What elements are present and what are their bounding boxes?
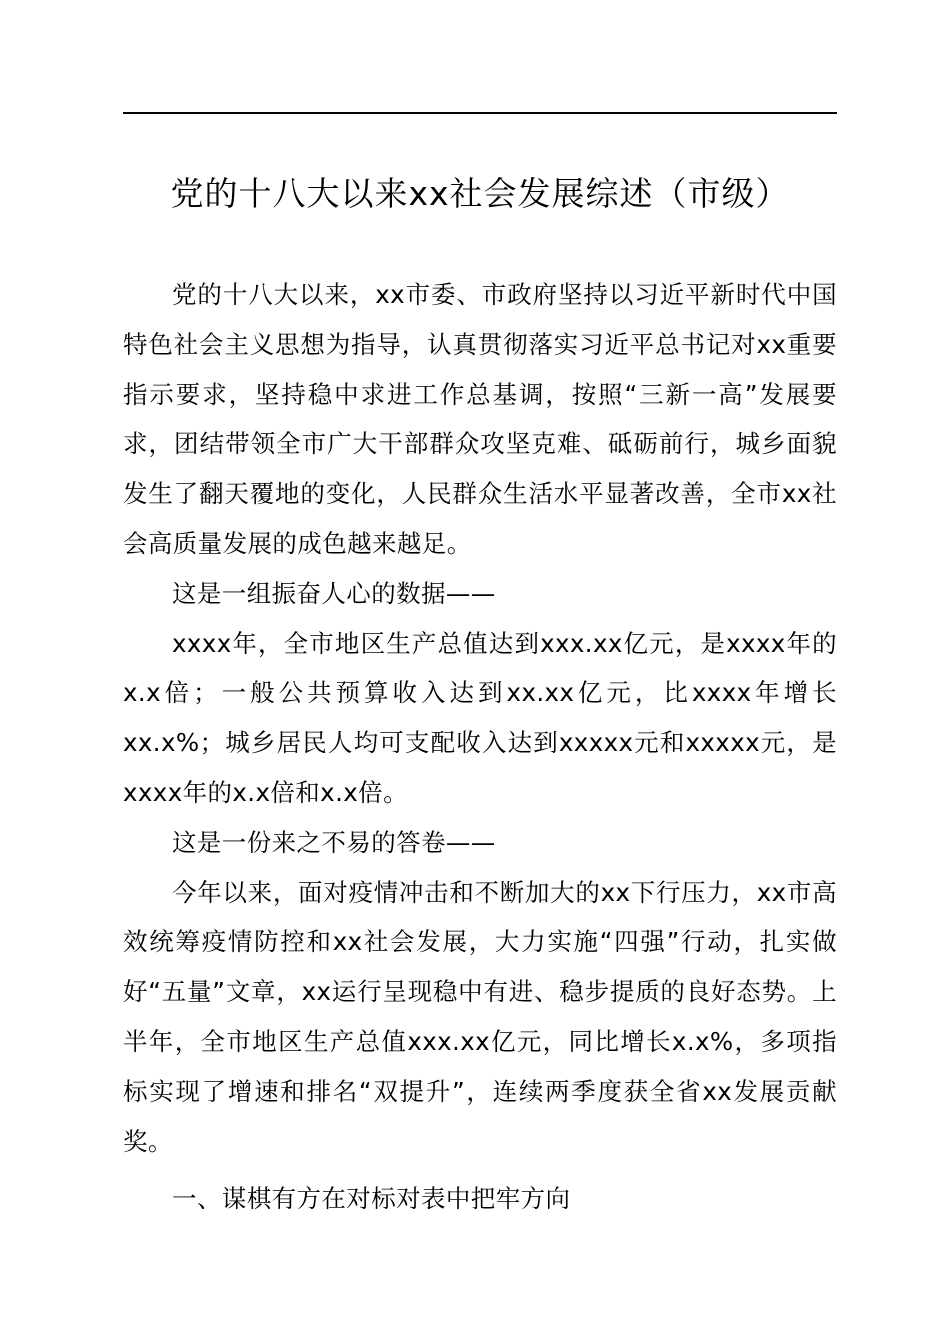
section-heading: 一、谋棋有方在对标对表中把牢方向 bbox=[172, 1184, 571, 1214]
data-lead-paragraph: 这是一组振奋人心的数据—— bbox=[172, 578, 496, 608]
document-body bbox=[123, 270, 837, 1224]
progress-paragraph: 今年以来，面对疫情冲击和不断加大的xx下行压力，xx市高效统筹疫情防控和xx社会发展，大力实施“四强”行动，扎实做好“五量”文章，xx运行呈现稳中有进、稳步提质的良好态势。上半年，全市地区生产总值xxx.xx亿元，同比增长x.x%，多项指标实现了增速和排名“双提升”，连续两季度获全省xx发展贡献奖。 bbox=[123, 877, 837, 1156]
intro-paragraph: 党的十八大以来，xx市委、市政府坚持以习近平新时代中国特色社会主义思想为指导，认真贯彻落实习近平总书记对xx重要指示要求，坚持稳中求进工作总基调，按照“三新一高”发展要求，团结带领全市广大干部群众攻坚克难、砥砺前行，城乡面貌发生了翻天覆地的变化，人民群众生活水平显著改善，全市xx社会高质量发展的成色越来越足。 bbox=[123, 280, 837, 558]
header-rule bbox=[123, 112, 837, 114]
statistics-paragraph: xxxx年，全市地区生产总值达到xxx.xx亿元，是xxxx年的x.x倍；一般公共预算收入达到xx.xx亿元，比xxxx年增长xx.x%；城乡居民人均可支配收入达到xxxxx元和xxxxx元，是xxxx年的x.x倍和x.x倍。 bbox=[123, 628, 837, 807]
answer-lead-paragraph: 这是一份来之不易的答卷—— bbox=[172, 827, 496, 857]
document-title: 党的十八大以来xx社会发展综述（市级） bbox=[170, 174, 790, 213]
